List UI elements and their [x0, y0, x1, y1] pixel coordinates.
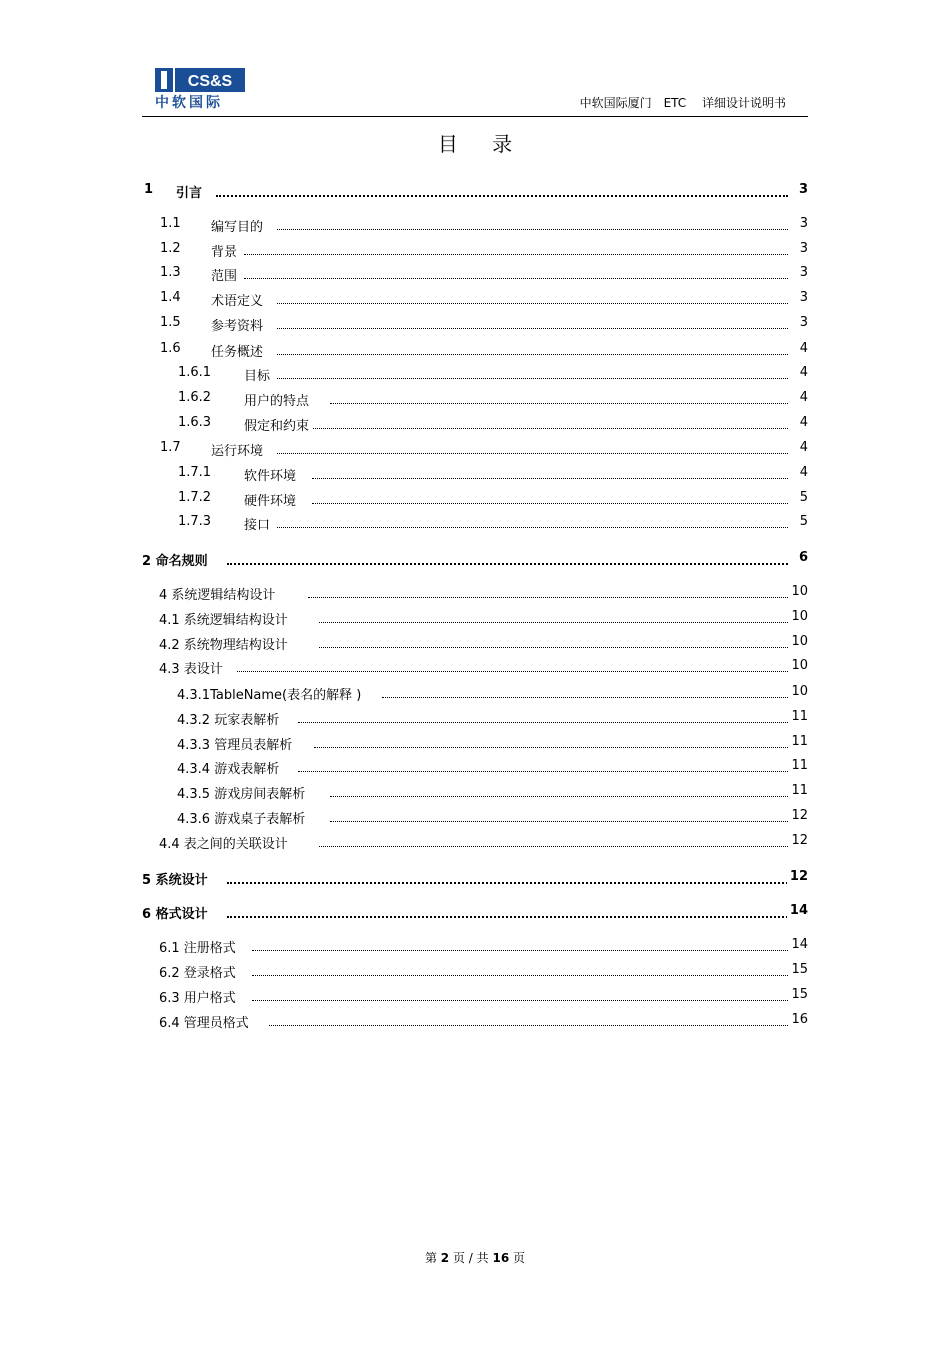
toc-entry-title: 4.3.1TableName(表名的解释 )	[177, 684, 364, 703]
toc-entry[interactable]	[142, 315, 808, 335]
toc-entry-title: 硬件环境	[244, 490, 299, 509]
toc-entry[interactable]	[142, 1012, 808, 1032]
toc-leader-dots	[277, 453, 788, 454]
toc-entry-title: 术语定义	[211, 290, 266, 309]
toc-entry[interactable]	[142, 709, 808, 729]
toc-entry-number: 1.6	[160, 341, 181, 356]
toc-entry-page: 3	[797, 241, 808, 256]
toc-entry-page: 11	[788, 783, 808, 798]
toc-leader-dots	[237, 671, 788, 672]
toc-entry-page: 3	[796, 182, 808, 197]
toc-entry-title: 编写目的	[211, 216, 266, 235]
toc-entry-number: 1.6.1	[178, 365, 212, 380]
toc-leader-dots	[312, 478, 788, 479]
toc-entry-number: 1.7.2	[178, 490, 212, 505]
toc-entry[interactable]	[142, 808, 808, 828]
toc-entry-page: 4	[797, 365, 808, 380]
toc-entry[interactable]	[142, 833, 808, 853]
toc-entry-number: 1.5	[160, 315, 181, 330]
toc-entry-page: 15	[788, 987, 808, 1002]
toc-entry[interactable]	[142, 609, 808, 629]
toc-entry-page: 11	[788, 734, 808, 749]
toc-leader-dots	[244, 278, 788, 279]
toc-entry-title: 目标	[244, 365, 273, 384]
toc-leader-dots	[252, 950, 788, 951]
doc-info: 中软国际厦门 ETC 详细设计说明书	[579, 96, 786, 110]
toc-entry-title: 4 系统逻辑结构设计	[159, 584, 278, 603]
toc-entry[interactable]	[142, 584, 808, 604]
toc-entry-title: 参考资料	[211, 315, 266, 334]
toc-entry[interactable]	[142, 758, 808, 778]
toc-leader-dots	[216, 195, 788, 197]
toc-entry-title: 4.3 表设计	[159, 658, 226, 677]
toc-leader-dots	[227, 563, 788, 565]
toc-entry-title: 4.2 系统物理结构设计	[159, 634, 291, 653]
toc-entry-title: 5 系统设计	[142, 869, 211, 888]
current-page-number: 2	[440, 1251, 450, 1265]
toc-leader-dots	[382, 697, 788, 698]
toc-entry[interactable]	[142, 465, 808, 485]
toc-entry[interactable]	[142, 440, 808, 460]
toc-entry-title: 6.1 注册格式	[159, 937, 239, 956]
toc-entry[interactable]	[142, 903, 808, 923]
toc-leader-dots	[277, 354, 788, 355]
toc-entry-page: 4	[797, 415, 808, 430]
toc-entry-page: 10	[788, 609, 808, 624]
toc-leader-dots	[277, 303, 788, 304]
toc-leader-dots	[298, 722, 788, 723]
toc-entry[interactable]	[142, 365, 808, 385]
toc-entry[interactable]	[142, 962, 808, 982]
toc-entry-title: 6.3 用户格式	[159, 987, 239, 1006]
toc-entry[interactable]	[142, 390, 808, 410]
toc-entry-page: 5	[797, 490, 808, 505]
svg-text:中软国际: 中软国际	[155, 95, 223, 110]
toc-entry[interactable]	[142, 937, 808, 957]
toc-entry[interactable]	[142, 658, 808, 678]
toc-entry[interactable]	[142, 182, 808, 202]
toc-entry[interactable]	[142, 241, 808, 261]
toc-entry-number: 1.3	[160, 265, 181, 280]
toc-entry-title: 4.1 系统逻辑结构设计	[159, 609, 291, 628]
toc-entry-title: 4.3.4 游戏表解析	[177, 758, 282, 777]
toc-entry-title: 6.2 登录格式	[159, 962, 239, 981]
toc-leader-dots	[269, 1025, 788, 1026]
toc-leader-dots	[319, 622, 788, 623]
toc-entry-title: 背景	[211, 241, 240, 260]
toc-entry[interactable]	[142, 684, 808, 704]
toc-entry-number: 1.6.2	[178, 390, 212, 405]
toc-leader-dots	[252, 975, 788, 976]
toc-entry-number: 1.7.3	[178, 514, 212, 529]
toc-entry[interactable]	[142, 490, 808, 510]
toc-entry-title: 引言	[176, 182, 205, 201]
toc-leader-dots	[312, 503, 788, 504]
toc-entry-page: 3	[797, 290, 808, 305]
toc-entry-page: 11	[788, 709, 808, 724]
toc-entry-page: 10	[788, 684, 808, 699]
toc-entry-page: 3	[797, 265, 808, 280]
toc-entry-number: 1.1	[160, 216, 181, 231]
svg-text:CS&S: CS&S	[187, 73, 233, 90]
toc-entry-title: 6.4 管理员格式	[159, 1012, 252, 1031]
toc-entry-title: 4.3.5 游戏房间表解析	[177, 783, 308, 802]
toc-entry-page: 16	[788, 1012, 808, 1027]
toc-entry-page: 3	[797, 216, 808, 231]
toc-entry-title: 范围	[211, 265, 240, 284]
toc-entry[interactable]	[142, 734, 808, 754]
toc-entry-page: 15	[788, 962, 808, 977]
toc-entry[interactable]	[142, 290, 808, 310]
toc-leader-dots	[314, 747, 788, 748]
toc-entry[interactable]	[142, 341, 808, 361]
toc-entry-title: 运行环境	[211, 440, 266, 459]
toc-leader-dots	[227, 882, 788, 884]
total-pages-number: 16	[492, 1251, 510, 1265]
toc-leader-dots	[330, 821, 788, 822]
toc-entry-title: 接口	[244, 514, 273, 533]
toc-leader-dots	[319, 846, 788, 847]
toc-entry-page: 5	[797, 514, 808, 529]
toc-entry-page: 14	[788, 937, 808, 952]
toc-leader-dots	[300, 428, 788, 429]
toc-entry-title: 4.3.3 管理员表解析	[177, 734, 295, 753]
toc-entry-page: 4	[797, 341, 808, 356]
toc-entry-page: 10	[788, 658, 808, 673]
toc-entry-title: 4.4 表之间的关联设计	[159, 833, 291, 852]
toc-entry-title: 软件环境	[244, 465, 299, 484]
toc-entry-number: 1	[144, 182, 154, 197]
toc-entry-title: 假定和约束	[244, 415, 312, 434]
toc-entry-title: 4.3.2 玩家表解析	[177, 709, 282, 728]
toc-entry[interactable]	[142, 415, 808, 435]
page-title: 目 录	[437, 132, 527, 156]
toc-entry-page: 10	[788, 584, 808, 599]
toc-entry-page: 4	[797, 465, 808, 480]
toc-entry-title: 2 命名规则	[142, 550, 211, 569]
toc-entry-title: 4.3.6 游戏桌子表解析	[177, 808, 308, 827]
toc-entry-title: 6 格式设计	[142, 903, 211, 922]
toc-leader-dots	[330, 796, 788, 797]
toc-entry-page: 12	[787, 869, 808, 884]
toc-entry-page: 11	[788, 758, 808, 773]
toc-entry[interactable]	[142, 265, 808, 285]
company-logo	[155, 68, 245, 110]
toc-entry-page: 4	[797, 390, 808, 405]
toc-leader-dots	[227, 916, 788, 918]
page-footer: 第 2 页 / 共 16 页	[424, 1251, 526, 1265]
toc-leader-dots	[277, 229, 788, 230]
toc-leader-dots	[330, 403, 788, 404]
toc-entry-number: 1.7.1	[178, 465, 212, 480]
toc-leader-dots	[277, 328, 788, 329]
toc-entry-number: 1.2	[160, 241, 181, 256]
toc-entry-page: 12	[788, 833, 808, 848]
toc-entry[interactable]	[142, 783, 808, 803]
toc-entry-page: 4	[797, 440, 808, 455]
toc-entry[interactable]	[142, 216, 808, 236]
toc-entry-number: 1.7	[160, 440, 181, 455]
page-header	[142, 68, 808, 117]
toc-entry[interactable]	[142, 987, 808, 1007]
toc-entry-page: 12	[788, 808, 808, 823]
toc-entry-page: 14	[787, 903, 808, 918]
toc-leader-dots	[308, 597, 788, 598]
toc-leader-dots	[298, 771, 788, 772]
toc-leader-dots	[252, 1000, 788, 1001]
toc-entry-title: 任务概述	[211, 341, 266, 360]
toc-entry[interactable]	[142, 634, 808, 654]
toc-leader-dots	[277, 378, 788, 379]
toc-entry[interactable]	[142, 869, 808, 889]
toc-entry-page: 3	[797, 315, 808, 330]
toc-entry[interactable]	[142, 514, 808, 534]
toc-entry[interactable]	[142, 550, 808, 570]
toc-leader-dots	[277, 527, 788, 528]
toc-leader-dots	[319, 647, 788, 648]
toc-entry-title: 用户的特点	[244, 390, 312, 409]
toc-entry-page: 10	[788, 634, 808, 649]
toc-leader-dots	[244, 254, 788, 255]
toc-entry-page: 6	[796, 550, 808, 565]
toc-entry-number: 1.4	[160, 290, 181, 305]
toc-entry-number: 1.6.3	[178, 415, 212, 430]
